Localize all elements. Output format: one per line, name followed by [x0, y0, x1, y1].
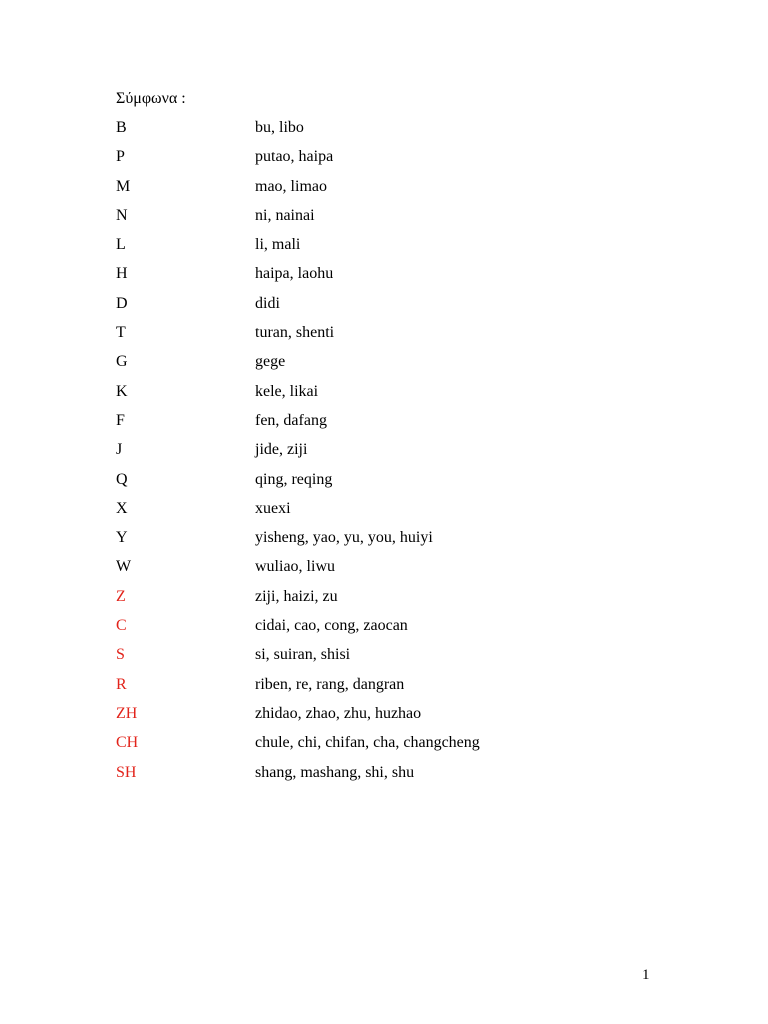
- consonant-row: [116, 499, 676, 528]
- consonant-letter: F: [116, 411, 125, 429]
- consonant-examples: xuexi: [255, 499, 291, 517]
- consonant-letter: G: [116, 353, 128, 371]
- consonant-examples: zhidao, zhao, zhu, huzhao: [255, 704, 422, 722]
- consonant-examples: shang, mashang, shi, shu: [255, 763, 415, 781]
- consonant-row: [116, 147, 676, 176]
- consonant-letter: D: [116, 294, 128, 312]
- consonant-letter: P: [116, 148, 125, 166]
- consonant-row: [116, 440, 676, 469]
- consonant-letter: Q: [116, 470, 128, 488]
- consonant-examples: bu, libo: [255, 119, 304, 136]
- consonant-row: [116, 294, 676, 323]
- consonant-row: [116, 528, 676, 557]
- consonant-letter: W: [116, 558, 132, 576]
- page-heading: Σύμφωνα :: [116, 90, 186, 107]
- consonant-examples: ziji, haizi, zu: [255, 587, 338, 605]
- consonant-row: [116, 645, 676, 674]
- consonant-letter: SH: [116, 763, 137, 781]
- consonant-examples: mao, limao: [255, 177, 327, 195]
- consonant-examples: yisheng, yao, yu, you, huiyi: [255, 529, 433, 547]
- consonant-row: [116, 118, 676, 147]
- consonant-letter: N: [116, 206, 128, 224]
- consonant-row: [116, 470, 676, 499]
- consonant-examples: wuliao, liwu: [255, 558, 335, 576]
- consonant-letter: H: [116, 265, 128, 283]
- consonant-examples: chule, chi, chifan, cha, changcheng: [255, 734, 480, 752]
- consonant-letter: L: [116, 236, 126, 254]
- consonant-row: [116, 733, 676, 762]
- consonant-row: [116, 557, 676, 586]
- consonant-row: [116, 264, 676, 293]
- consonant-letter: CH: [116, 734, 139, 752]
- consonant-letter: C: [116, 617, 127, 635]
- consonant-examples: ni, nainai: [255, 206, 315, 224]
- consonant-examples: didi: [255, 294, 280, 312]
- consonant-row: [116, 177, 676, 206]
- consonant-row: [116, 382, 676, 411]
- consonant-letter: Z: [116, 587, 126, 605]
- page-number: 1: [642, 967, 650, 983]
- consonant-row: [116, 235, 676, 264]
- consonant-letter: T: [116, 324, 126, 342]
- consonant-examples: fen, dafang: [255, 411, 327, 429]
- consonant-row: [116, 763, 676, 792]
- consonant-letter: Y: [116, 529, 128, 547]
- consonant-letter: X: [116, 499, 128, 517]
- consonant-letter: S: [116, 646, 125, 664]
- consonant-letter: ZH: [116, 704, 138, 722]
- consonant-examples: cidai, cao, cong, zaocan: [255, 617, 408, 635]
- consonant-row: [116, 616, 676, 645]
- consonant-row: [116, 411, 676, 440]
- consonant-examples: jide, ziji: [255, 441, 308, 459]
- consonant-letter: M: [116, 177, 131, 195]
- consonant-letter: J: [116, 441, 123, 459]
- consonant-row: [116, 704, 676, 733]
- consonant-row: [116, 675, 676, 704]
- consonant-examples: riben, re, rang, dangran: [255, 675, 405, 693]
- consonant-row: [116, 587, 676, 616]
- consonant-letter: K: [116, 382, 128, 400]
- consonant-examples: gege: [255, 353, 286, 371]
- consonant-examples: turan, shenti: [255, 324, 335, 342]
- consonant-examples: haipa, laohu: [255, 265, 334, 283]
- consonant-list: [116, 118, 676, 792]
- consonant-row: [116, 352, 676, 381]
- consonant-examples: qing, reqing: [255, 470, 333, 488]
- consonant-examples: li, mali: [255, 236, 301, 254]
- consonant-row: [116, 206, 676, 235]
- consonant-letter: B: [116, 119, 127, 136]
- consonant-letter: R: [116, 675, 127, 693]
- consonant-examples: putao, haipa: [255, 148, 334, 166]
- consonant-row: [116, 323, 676, 352]
- consonant-examples: kele, likai: [255, 382, 319, 400]
- consonant-examples: si, suiran, shisi: [255, 646, 351, 664]
